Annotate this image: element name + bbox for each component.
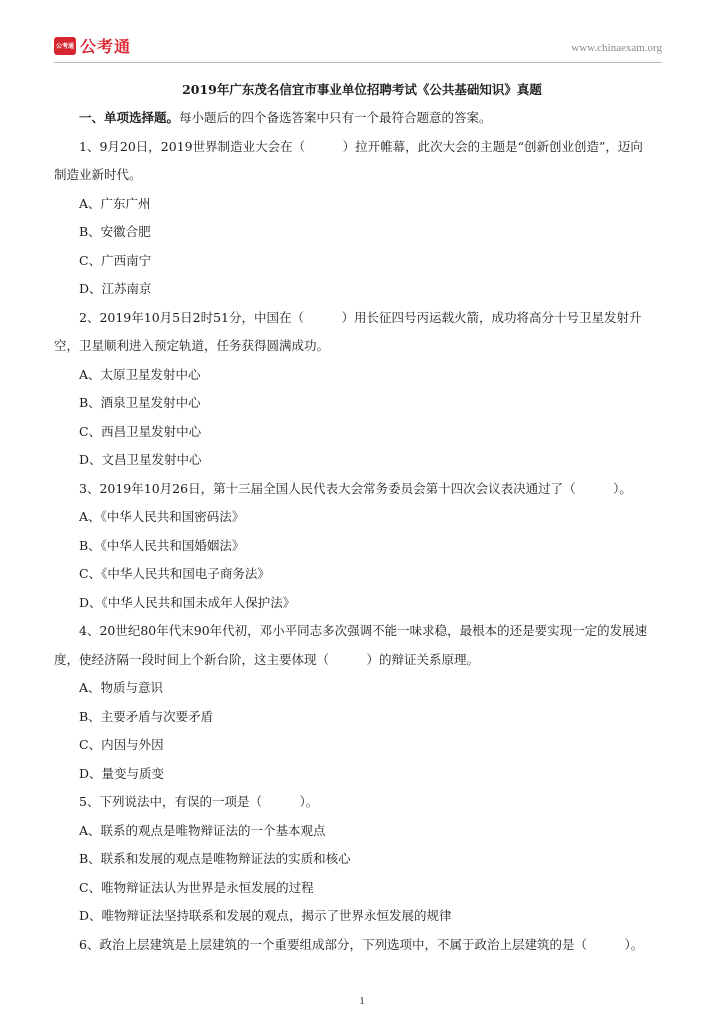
answer-option: C、西昌卫星发射中心 [79,423,202,439]
logo-badge-icon: 公考通 [54,37,76,55]
question-list [54,133,666,960]
answer-option: C、《中华人民共和国电子商务法》 [79,566,270,581]
answer-option: B、主要矛盾与次要矛盾 [79,708,214,724]
answer-option: A、《中华人民共和国密码法》 [79,509,245,524]
answer-option: A、物质与意识 [79,680,164,695]
logo [54,34,131,57]
answer-option: B、《中华人民共和国婚姻法》 [79,537,245,553]
answer-option: D、唯物辩证法坚持联系和发展的观点，揭示了世界永恒发展的规律 [79,908,452,923]
question-stem: 3、2019年10月26日，第十三届全国人民代表大会常务委员会第十四次会议表决通过了（ ）。 [79,480,632,496]
answer-option: D、量变与质变 [79,765,165,781]
question-stem: 2、2019年10月5日2时51分，中国在（ ）用长征四号丙运载火箭，成功将高分十号卫星发射升 [79,309,642,325]
answer-option: A、联系的观点是唯物辩证法的一个基本观点 [79,822,326,838]
answer-option: C、内因与外因 [79,737,164,752]
answer-option: B、酒泉卫星发射中心 [79,395,201,410]
page-header [54,34,662,58]
header-divider [54,62,662,63]
section-instruction: 每小题后的四个备选答案中只有一个最符合题意的答案。 [179,110,492,125]
question-stem: 6、政治上层建筑是上层建筑的一个重要组成部分，下列选项中，不属于政治上层建筑的是（ ）。 [79,936,644,952]
question-stem: 4、20世纪80年代末90年代初，邓小平同志多次强调不能一味求稳，最根本的还是要实现一定的发展速 [79,623,648,638]
question-stem-continued: 空，卫星顺利进入预定轨道，任务获得圆满成功。 [54,338,330,353]
logo-text: 公考通 [80,37,132,56]
answer-option: B、安徽合肥 [79,224,151,239]
answer-option: C、唯物辩证法认为世界是永恒发展的过程 [79,879,314,895]
page-number: 1 [359,996,365,1007]
section-title: 一、单项选择题。 [79,110,180,125]
question-stem: 5、下列说法中，有误的一项是（ ）。 [79,794,319,809]
answer-option: C、广西南宁 [79,252,152,268]
answer-option: D、江苏南京 [79,281,152,296]
question-stem-continued: 制造业新时代。 [54,167,142,182]
section-heading [54,104,666,133]
question-stem-continued: 度，使经济隔一段时间上个新台阶，这主要体现（ ）的辩证关系原理。 [54,651,480,667]
answer-option: B、联系和发展的观点是唯物辩证法的实质和核心 [79,851,351,866]
question-stem: 1、9月20日，2019世界制造业大会在（ ）拉开帷幕，此次大会的主题是“创新创业创造”，迈向 [79,138,643,154]
answer-option: D、《中华人民共和国未成年人保护法》 [79,594,296,610]
site-url: www.chinaexam.org [571,42,662,54]
answer-option: A、广东广州 [79,195,151,211]
document-body [54,104,666,959]
answer-option: A、太原卫星发射中心 [79,366,201,382]
answer-option: D、文昌卫星发射中心 [79,452,202,467]
document-title: 2019年广东茂名信宜市事业单位招聘考试《公共基础知识》真题 [182,82,542,97]
